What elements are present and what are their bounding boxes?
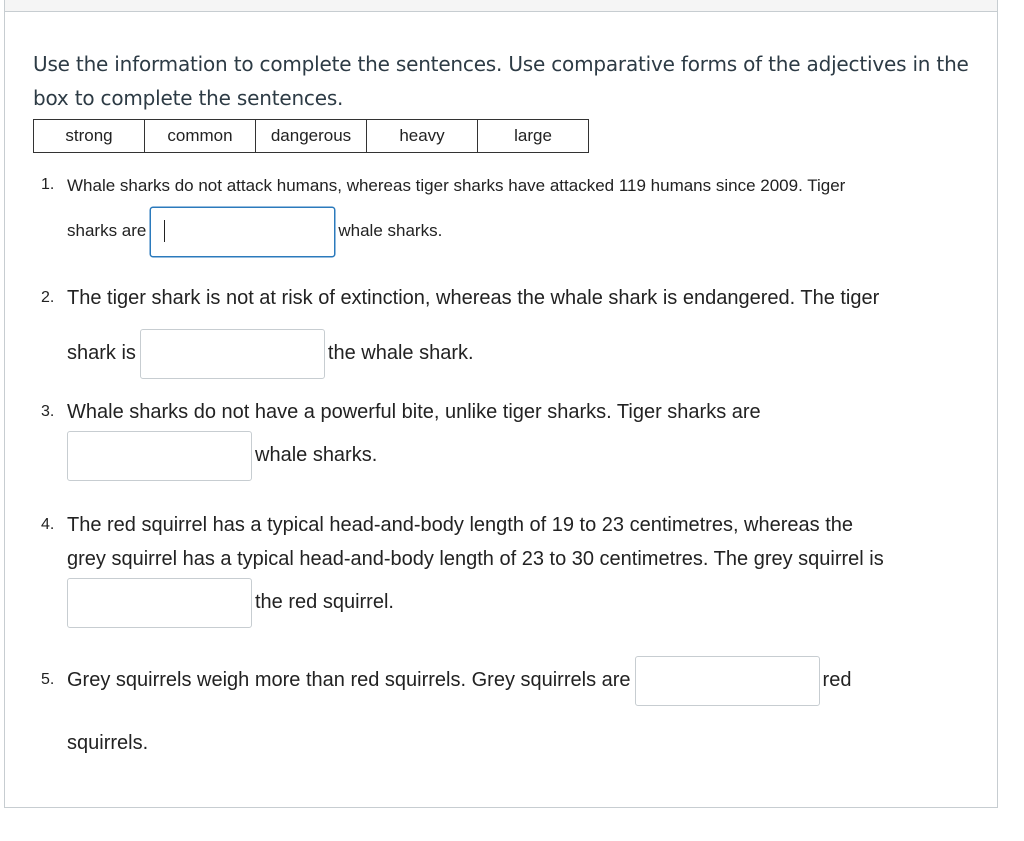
word-box-item: large: [478, 120, 589, 153]
word-box-item: common: [145, 120, 256, 153]
answer-input-4[interactable]: [67, 578, 252, 628]
word-box: [33, 119, 589, 153]
question-text: squirrels.: [67, 732, 149, 754]
question-text-after: red: [822, 669, 852, 691]
question-card: [4, 0, 998, 808]
question-number: 1.: [41, 176, 55, 193]
question-text-after: whale sharks.: [255, 444, 378, 466]
question-text-after: whale sharks.: [338, 221, 443, 240]
word-box-item: strong: [34, 120, 145, 153]
question-1: [41, 169, 846, 257]
question-2: [41, 281, 880, 379]
answer-input-3[interactable]: [67, 431, 252, 481]
question-number: 4.: [41, 516, 55, 533]
question-number: 2.: [41, 289, 55, 306]
question-text: Whale sharks do not attack humans, whereas tiger sharks have attacked 119 humans since 2009. Tiger: [67, 176, 846, 195]
card-top-bar: [5, 0, 997, 12]
answer-input-5[interactable]: [635, 656, 820, 706]
question-number: 5.: [41, 671, 55, 688]
question-text-after: the red squirrel.: [255, 591, 394, 613]
question-5: [41, 654, 852, 760]
question-text-before: shark is: [67, 342, 136, 364]
question-text: Whale sharks do not have a powerful bite, unlike tiger sharks. Tiger sharks are: [67, 401, 761, 423]
question-text: The tiger shark is not at risk of extinction, whereas the whale shark is endangered. The tiger: [67, 287, 880, 309]
question-4: [41, 508, 884, 628]
text-caret: [164, 220, 165, 242]
question-3: [41, 395, 761, 481]
answer-input-2[interactable]: [140, 329, 325, 379]
question-text: grey squirrel has a typical head-and-body length of 23 to 30 centimetres. The grey squirrel is: [67, 548, 884, 570]
instructions-text: Use the information to complete the sentences. Use comparative forms of the adjectives in the box to complete the sentences.: [33, 52, 969, 110]
question-text: The red squirrel has a typical head-and-body length of 19 to 23 centimetres, whereas the: [67, 514, 854, 536]
question-text-before: sharks are: [67, 221, 147, 240]
word-box-item: heavy: [367, 120, 478, 153]
answer-input-1[interactable]: [150, 207, 335, 257]
question-text-before: Grey squirrels weigh more than red squirrels. Grey squirrels are: [67, 669, 631, 691]
question-text-after: the whale shark.: [327, 342, 474, 364]
question-number: 3.: [41, 403, 55, 420]
word-box-item: dangerous: [256, 120, 367, 153]
